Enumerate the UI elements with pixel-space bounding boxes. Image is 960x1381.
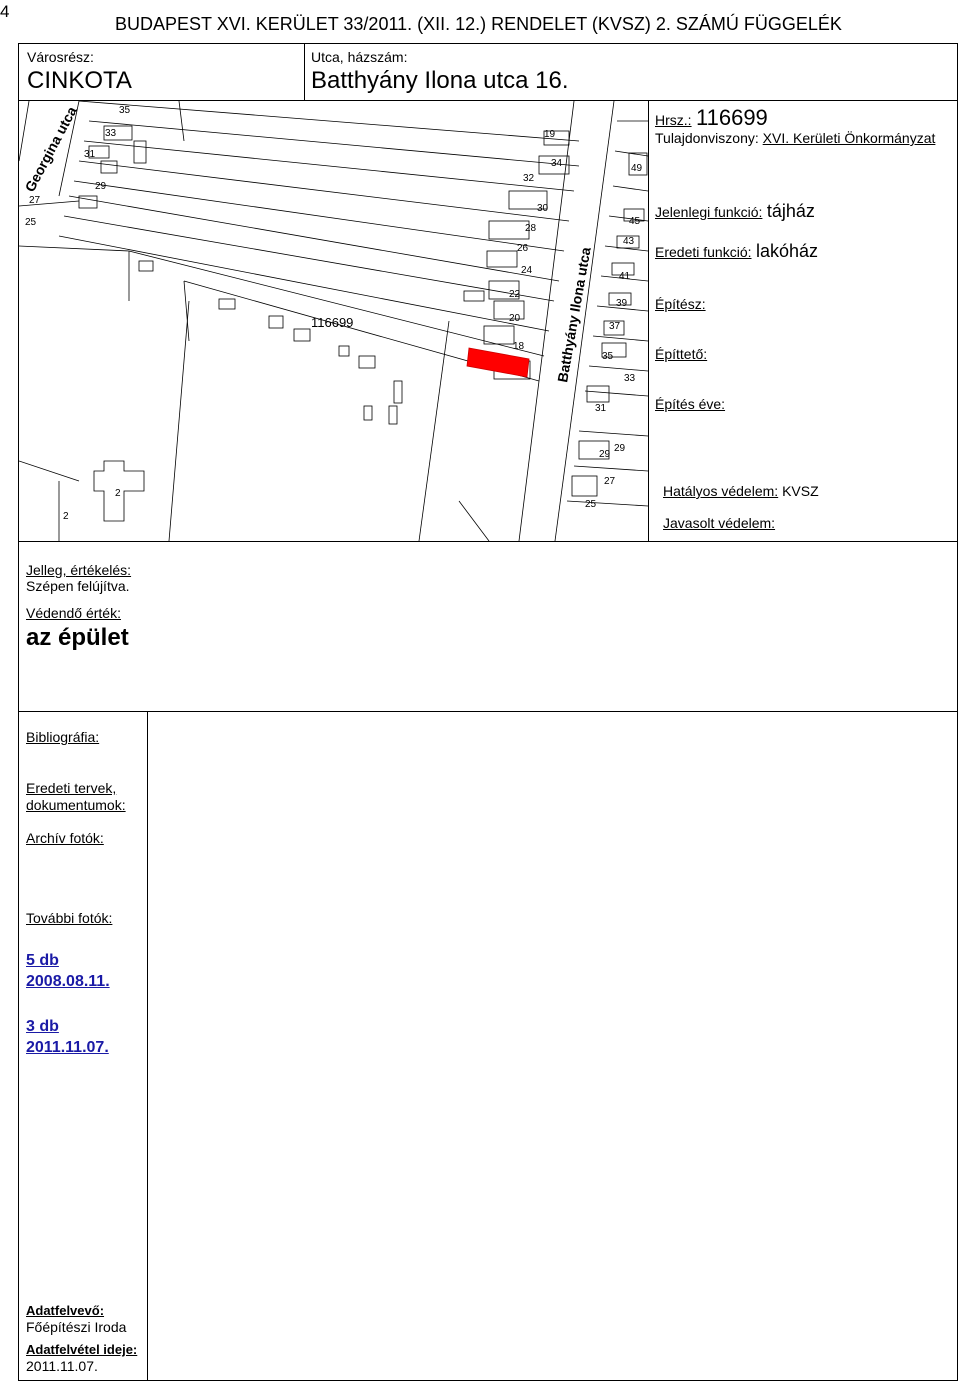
original-function-value: lakóház [755,241,818,261]
street-label-georgina: Georgina utca [21,103,80,195]
map-number: 32 [523,173,535,184]
builder-label: Építtető: [655,346,708,362]
protected-value-label: Védendő érték: [26,605,121,621]
record-date-value: 2011.11.07. [26,1358,98,1374]
document-title: BUDAPEST XVI. KERÜLET 33/2011. (XII. 12.) RENDELET (KVSZ) 2. SZÁMÚ FÜGGELÉK [115,14,842,34]
map-number: 2 [115,488,121,499]
protection-label: Hatályos védelem: [663,483,779,499]
original-plans-label-2: dokumentumok: [26,797,126,813]
original-function-label: Eredeti funkció: [655,244,752,260]
map-number: 33 [105,128,117,139]
map-number: 27 [29,195,41,206]
map-number: 43 [623,236,635,247]
photo-area [147,711,958,1381]
map-number: 28 [525,223,537,234]
character-box [18,541,958,712]
map-number: 29 [614,443,626,454]
recorder-value: Főépítészi Iroda [26,1319,127,1335]
hrsz-value: 116699 [696,105,768,130]
map-number: 26 [517,243,529,254]
recorder-label: Adatfelvevő: [26,1303,105,1318]
map-number: 49 [631,163,643,174]
map-number: 39 [616,298,628,309]
parcel-numbers [25,105,643,522]
proposed-label: Javasolt védelem: [663,515,776,531]
map-number: 41 [619,271,631,282]
map-number: 45 [629,216,641,227]
info-panel [648,100,958,542]
sidebar-box [18,711,148,1381]
map-number: 19 [544,129,556,140]
map-number: 34 [551,158,563,169]
photo-link-2-count[interactable]: 3 db [26,1018,59,1035]
street-label: Utca, házszám: [311,49,408,65]
map-number: 25 [25,217,37,228]
photo-link-2-date[interactable]: 2011.11.07. [26,1039,109,1056]
owner-value: XVI. Kerületi Önkormányzat [762,130,936,146]
map-number: 24 [521,265,533,276]
map-number: 25 [585,499,597,510]
map-number: 18 [513,341,525,352]
current-function-label: Jelenlegi funkció: [655,204,763,220]
map-number: 31 [595,403,607,414]
map-number: 27 [604,476,616,487]
street-value: Batthyány Ilona utca 16. [311,67,569,94]
parcel-label: 116699 [311,315,354,330]
year-label: Építés éve: [655,396,726,412]
map-number: 33 [624,373,636,384]
protection-value: KVSZ [782,483,819,499]
protected-value: az épület [26,624,129,651]
photo-link-1-date[interactable]: 2008.08.11. [26,973,110,990]
map-number: 35 [602,351,614,362]
map-number: 35 [119,105,131,116]
street-label-batthyany: Batthyány Ilona utca [554,245,594,384]
character-label: Jelleg, értékelés: [26,562,132,578]
map-number: 20 [509,313,521,324]
street-box [304,43,958,101]
page-number: 4 [0,2,10,21]
map-box [18,100,649,542]
district-label: Városrész: [27,49,94,65]
photo-link-1-count[interactable]: 5 db [26,952,59,969]
record-date-label: Adatfelvétel ideje: [26,1342,138,1357]
map-number: 37 [609,321,621,332]
owner-label: Tulajdonviszony: [655,130,759,146]
current-function-value: tájház [766,201,815,221]
district-value: CINKOTA [27,67,132,94]
map-number: 29 [95,181,107,192]
bibliography-label: Bibliográfia: [26,729,100,745]
map-number: 22 [509,289,521,300]
district-box [18,43,305,101]
original-plans-label-1: Eredeti tervek, [26,780,117,796]
cadastral-map [19,101,648,541]
map-number: 31 [84,149,96,160]
hrsz-label: Hrsz.: [655,112,692,128]
more-photos-label: További fotók: [26,910,113,926]
archive-photos-label: Archív fotók: [26,830,104,846]
highlighted-building [467,348,529,377]
map-number: 2 [63,511,69,522]
map-number: 29 [599,449,611,460]
map-number: 30 [537,203,549,214]
architect-label: Építész: [655,296,706,312]
character-value: Szépen felújítva. [26,578,130,594]
